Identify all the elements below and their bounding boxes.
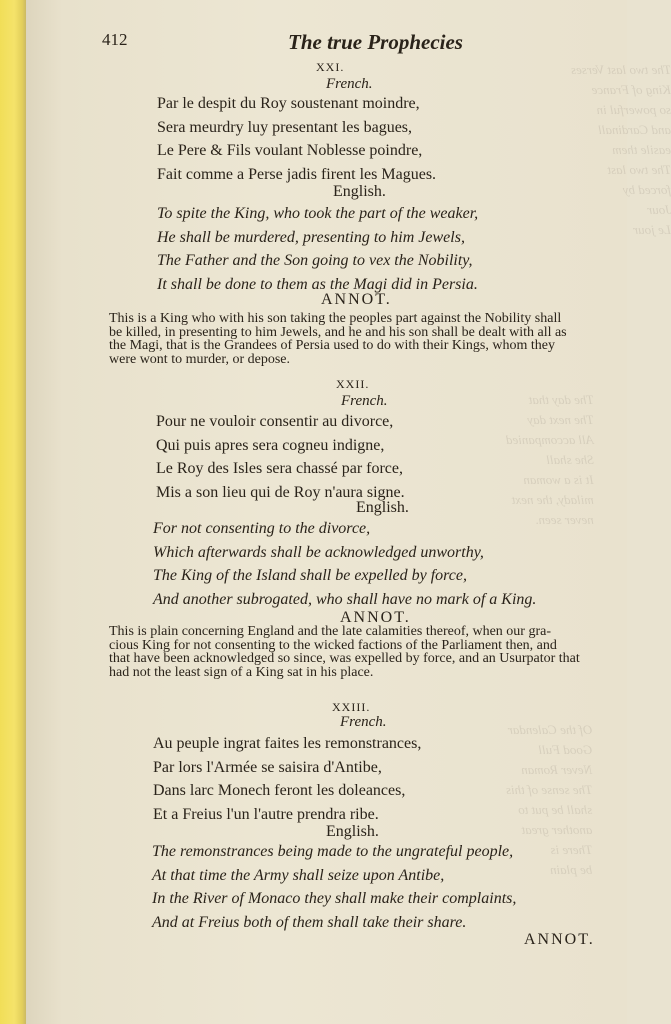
verse-line: And another subrogated, who shall have no mark of a King. xyxy=(153,590,537,608)
bleed-through-text: The day that The next day All accompanied She shall It is a woman milady, the next never seen. xyxy=(506,392,594,527)
binding-edge xyxy=(0,0,26,1024)
verse-line: The Father and the Son going to vex the Nobility, xyxy=(157,252,473,269)
bleed-through-text: Of the Calendar Good Full Never Roman The sense of this shall be put to another great There is be plain xyxy=(506,722,593,877)
verse-line: Le Pere & Fils voulant Noblesse poindre, xyxy=(157,142,423,159)
french-label: French. xyxy=(326,76,373,92)
english-label: English. xyxy=(356,499,409,516)
annotation-text xyxy=(109,625,613,679)
verse-line: At that time the Army shall seize upon Antibe, xyxy=(152,866,445,884)
verse-line: Which afterwards shall be acknowledged unworthy, xyxy=(153,543,484,561)
verse-line: To spite the King, who took the part of the weaker, xyxy=(157,205,479,222)
page-number: 412 xyxy=(102,30,128,49)
annot-heading: ANNOT. xyxy=(340,609,411,626)
verse-line: Au peuple ingrat faites les remonstrances, xyxy=(153,735,422,752)
verse-line: Par lors l'Armée se saisira d'Antibe, xyxy=(153,758,382,776)
annotation-line: the Magi, that is the Grandees of Persia used to do with their Kings, whom they xyxy=(109,338,555,353)
annotation-line: that have been acknowledged so since, was expelled by force, and an Usurpator that xyxy=(109,651,580,666)
verse-line: Pour ne vouloir consentir au divorce, xyxy=(156,413,394,430)
french-verse xyxy=(156,410,405,504)
annotation-line: had not the least sign of a King sat in his place. xyxy=(109,664,374,680)
verse-line: It shall be done to them as the Magi did in Persia. xyxy=(157,275,478,293)
running-title: The true Prophecies xyxy=(288,30,463,54)
french-label: French. xyxy=(341,393,388,409)
annotation-line: cious King for not consenting to the wicked factions of the Parliament then, and xyxy=(109,637,557,653)
french-verse xyxy=(153,732,421,826)
annotation-line: be killed, in presenting to him Jewels, and he and his son shall be dealt with all as xyxy=(109,324,567,340)
verse-line: Qui puis apres sera cogneu indigne, xyxy=(156,436,385,454)
quatrain-number: XXII. xyxy=(336,377,370,391)
annot-heading: ANNOT. xyxy=(321,291,392,308)
verse-line: Dans larc Monech feront les doleances, xyxy=(153,782,406,799)
annotation-line: This is plain concerning England and the late calamities thereof, when our gra- xyxy=(109,624,552,639)
quatrain-number: XXI. xyxy=(316,60,345,74)
bleed-through-text: The two last Verses King of France so powerful in and Cardinall easile them The two last forced by Jour Le jour xyxy=(571,62,671,237)
verse-line: Par le despit du Roy soustenant moindre, xyxy=(157,95,420,112)
quatrain-number: XXIII. xyxy=(332,700,371,714)
book-page xyxy=(26,0,671,1024)
french-verse xyxy=(157,92,436,186)
verse-line: Mis a son lieu qui de Roy n'aura signe. xyxy=(156,483,405,501)
verse-line: The remonstrances being made to the ungrateful people, xyxy=(152,843,514,860)
verse-line: The King of the Island shall be expelled by force, xyxy=(153,567,468,584)
annotation-line: This is a King who with his son taking the peoples part against the Nobility shall xyxy=(109,311,562,326)
annotation-line: were wont to murder, or depose. xyxy=(109,351,290,367)
verse-line: Sera meurdry luy presentant les bagues, xyxy=(157,118,413,136)
english-label: English. xyxy=(326,823,379,840)
verse-line: And at Freius both of them shall take their share. xyxy=(152,913,467,931)
catchword: ANNOT. xyxy=(524,931,595,948)
english-verse xyxy=(153,517,536,611)
english-verse xyxy=(152,840,516,934)
english-label: English. xyxy=(333,183,386,200)
french-label: French. xyxy=(340,714,387,730)
verse-line: For not consenting to the divorce, xyxy=(153,520,371,537)
verse-line: Le Roy des Isles sera chassé par force, xyxy=(156,460,404,477)
annotation-text xyxy=(109,312,613,366)
verse-line: Et a Freius l'un l'autre prendra ribe. xyxy=(153,805,379,823)
english-verse xyxy=(157,202,478,296)
verse-line: Fait comme a Perse jadis firent les Magues. xyxy=(157,165,437,183)
verse-line: He shall be murdered, presenting to him Jewels, xyxy=(157,228,465,246)
verse-line: In the River of Monaco they shall make their complaints, xyxy=(152,890,517,907)
